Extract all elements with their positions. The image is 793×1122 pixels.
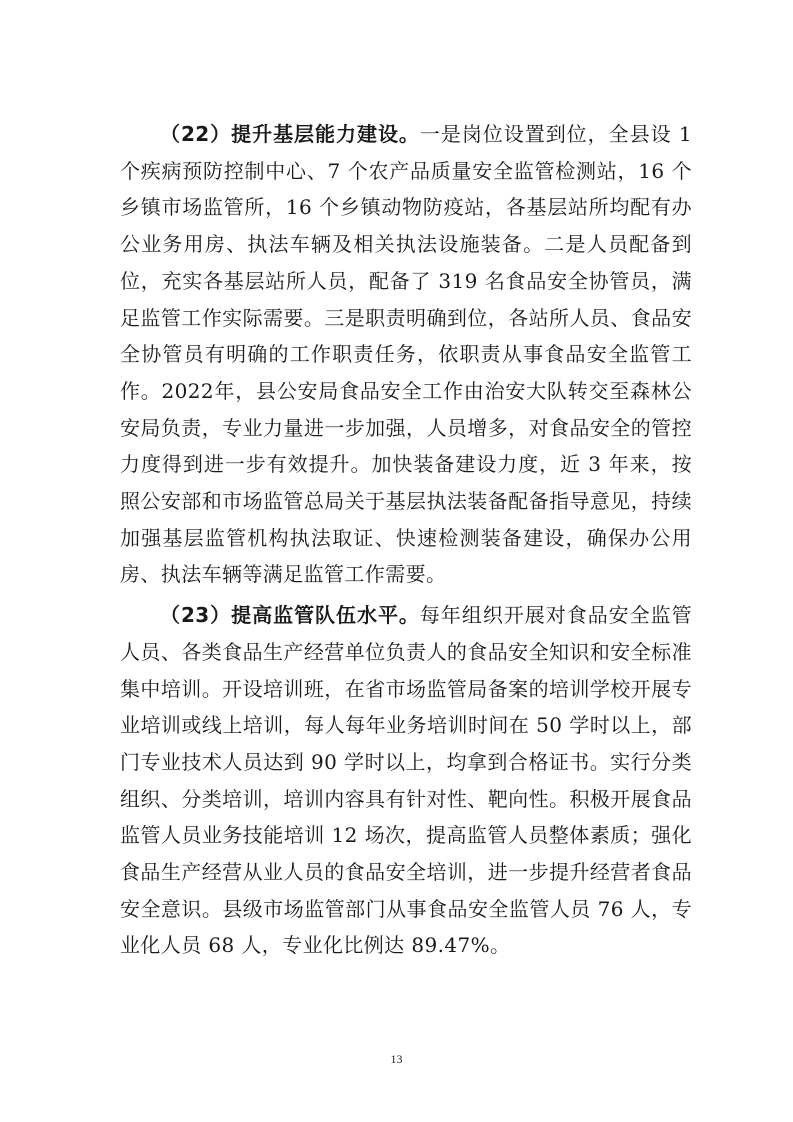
paragraph-23-text: 每年组织开展对食品安全监管人员、各类食品生产经营单位负责人的食品安全知识和安全标准集中培训。开设培训班，在省市场监管局备案的培训学校开展专业培训或线上培训，每人每年业务培训时间在 50 学时以上，部门专业技术人员达到 90 学时以上，均拿到合格证书。实行分类组织、分类培训，培训内容具有针对性、靶向性。积极开展食品监管人员业务技能培训 12 场次，提高监管人员整体素质；强化食品生产经营从业人员的食品安全培训，进一步提升经营者食品安全意识。县级市场监管部门从事食品安全监管人员 76 人，专业化人员 68 人，专业化比例达 89.47%。	[120, 603, 692, 958]
paragraph-22	[120, 116, 692, 593]
section-heading-23: （23）提高监管队伍水平。	[160, 603, 420, 628]
paragraph-23	[120, 597, 692, 964]
page-number: 13	[390, 1052, 403, 1066]
section-heading-22: （22）提升基层能力建设。	[160, 122, 420, 146]
paragraph-22-text: 一是岗位设置到位，全县设 1 个疾病预防控制中心、7 个农产品质量安全监管检测站，16 个乡镇市场监管所，16 个乡镇动物防疫站，各基层站所均配有办公业务用房、执法车辆及相关执法设施装备。二是人员配备到位，充实各基层站所人员，配备了 319 名食品安全协管员，满足监管工作实际需要。三是职责明确到位，各站所人员、食品安全协管员有明确的工作职责任务，依职责从事食品安全监管工作。2022年，县公安局食品安全工作由治安大队转交至森林公安局负责，专业力量进一步加强，人员增多，对食品安全的管控力度得到进一步有效提升。加快装备建设力度，近 3 年来，按照公安部和市场监管总局关于基层执法装备配备指导意见，持续加强基层监管机构执法取证、快速检测装备建设，确保办公用房、执法车辆等满足监管工作需要。	[120, 122, 692, 587]
document-body	[120, 116, 692, 968]
